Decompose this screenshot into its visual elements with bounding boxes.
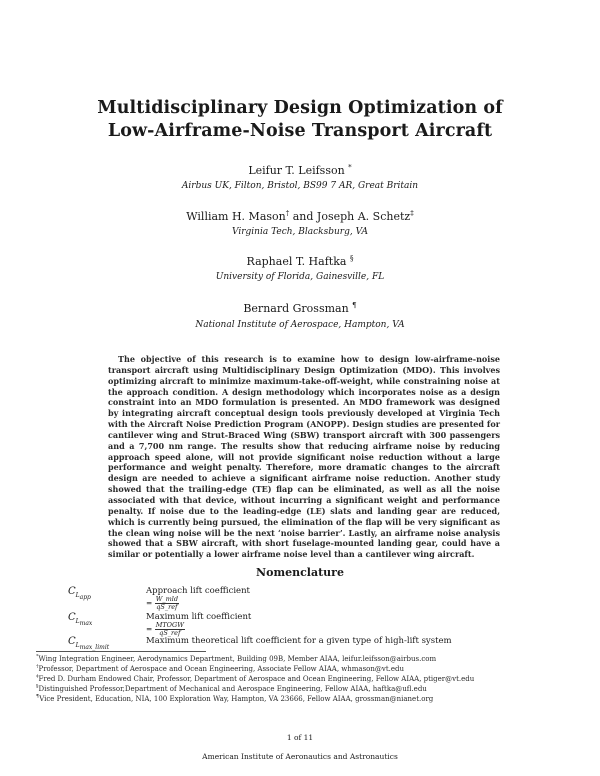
nomenclature-desc-cl-max-limit: Maximum theoretical lift coefficient for a given type of high-lift system — [146, 636, 452, 646]
footer-publisher: American Institute of Aeronautics and Astronautics — [202, 752, 398, 761]
author-joiner: and — [292, 210, 314, 223]
author-3-mark: ‡ — [410, 209, 414, 218]
footnote-4: §Distinguished Professor,Department of Mechanical and Aerospace Engineering, Fellow AIAA, haftka@ufl.edu — [36, 683, 427, 693]
author-2-name: William H. Mason — [186, 210, 286, 223]
nomenclature-symbol-cl-app: $C_{L_{app}}$ — [68, 586, 91, 602]
author-2 — [0, 210, 600, 223]
author-4-affiliation: University of Florida, Gainesville, FL — [215, 272, 385, 282]
author-5-name: Bernard Grossman — [243, 302, 349, 315]
author-5-mark: ¶ — [352, 301, 357, 310]
nomenclature-heading: Nomenclature — [256, 566, 344, 579]
author-5-affiliation: National Institute of Aerospace, Hampton, VA — [195, 320, 405, 330]
nomenclature-formula-cl-max: = $\frac{\text{MTOGW}}{\text{qS\_ref}}$ — [146, 621, 184, 637]
author-4-mark: § — [349, 254, 354, 263]
nomenclature-symbol-cl-max-limit: $C_{L_{max\_limit}}$ — [68, 636, 110, 652]
footnote-3: ‡Fred D. Durham Endowed Chair, Professor, Department of Aerospace and Ocean Engineering, Fellow AIAA, ptiger@vt.edu — [36, 673, 475, 683]
nomenclature-desc-cl-max: Maximum lift coefficient — [146, 612, 252, 622]
author-1-mark: * — [348, 163, 352, 172]
author-1-affiliation: Airbus UK, Filton, Bristol, BS99 7 AR, Great Britain — [181, 181, 419, 191]
abstract: The objective of this research is to examine how to design low-airframe-noise transport aircraft using Multidisciplinary Design Optimization (MDO). This involves optimizing aircraft to minimize maximum-take-off-weight, while constraining noise at the approach condition. A design methodology which incorporates noise as a design constraint into an MDO formulation is presented. An MDO framework was designed by integrating aircraft conceptual design tools previously developed at Virginia Tech with the Aircraft Noise Prediction Program (ANOPP). Design studies are presented for cantilever wing and Strut-Braced Wing (SBW) transport aircraft with 300 passengers and a 7,700 nm range. The results show that reducing airframe noise by reducing approach speed alone, will not provide significant noise reduction without a large performance and weight penalty. Therefore, more dramatic changes to the aircraft design are needed to achieve a significant airframe noise reduction. Another study showed that the trailing-edge (TE) flap can be eliminated, as well as all the noise associated with that device, without incurring a significant weight and performance penalty. If noise due to the leading-edge (LE) slats and landing gear are reduced, which is currently being pursued, the elimination of the flap will be very significant as the clean wing noise will be the next ‘noise barrier’. Lastly, an airframe noise analysis showed that a SBW aircraft, with short fuselage-mounted landing gear, could have a similar or potentially a lower airframe noise level than a cantilever wing aircraft. — [108, 354, 500, 560]
author-2-affiliation: Virginia Tech, Blacksburg, VA — [232, 227, 368, 237]
author-1 — [0, 164, 600, 177]
author-5 — [0, 302, 600, 315]
author-2-mark: † — [285, 209, 290, 218]
author-4-name: Raphael T. Haftka — [246, 255, 347, 268]
footnote-5: ¶Vice President, Education, NIA, 100 Exploration Way, Hampton, VA 23666, Fellow AIAA, grossman@nianet.org — [36, 693, 434, 703]
author-3-name: Joseph A. Schetz — [316, 210, 411, 223]
author-4 — [0, 255, 600, 268]
footnote-rule — [36, 651, 206, 652]
page-number: 1 of 11 — [286, 733, 314, 742]
nomenclature-symbol-cl-max: $C_{L_{max}}$ — [68, 612, 93, 628]
footnote-2: †Professor, Department of Aerospace and Ocean Engineering, Associate Fellow AIAA, whmason@vt.edu — [36, 663, 405, 673]
author-1-name: Leifur T. Leifsson — [248, 164, 345, 177]
footnote-1: *Wing Integration Engineer, Aerodynamics Department, Building 09B, Member AIAA, leifur.leifsson@airbus.com — [36, 653, 437, 663]
nomenclature-desc-cl-app: Approach lift coefficient — [146, 586, 250, 596]
paper-title-line-1: Multidisciplinary Design Optimization of — [97, 98, 503, 118]
paper-title-line-2: Low-Airframe-Noise Transport Aircraft — [107, 121, 493, 141]
nomenclature-formula-cl-app: = $\frac{\text{W\_mld}}{\text{qS\_ref}}$ — [146, 595, 179, 611]
